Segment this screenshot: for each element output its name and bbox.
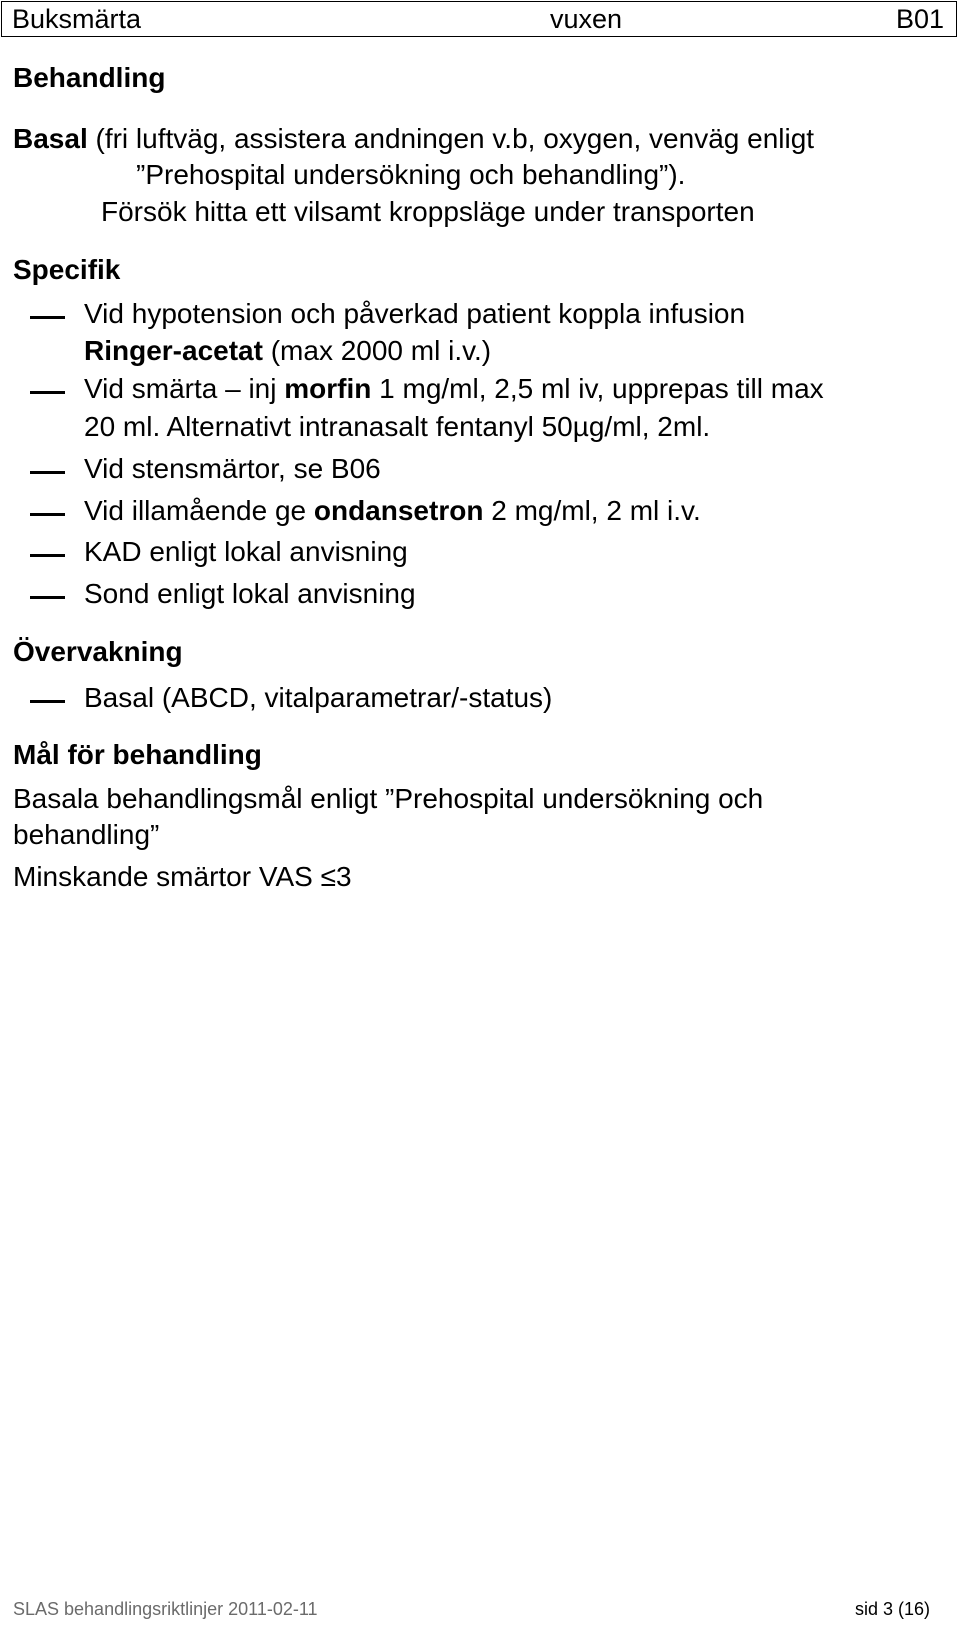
section-heading-overvakning: Övervakning <box>13 636 183 667</box>
list-dash <box>30 471 65 474</box>
list-dash <box>30 391 65 394</box>
basal-label: Basal <box>13 123 88 154</box>
specifik-item-2-line-1: Vid smärta – inj morfin 1 mg/ml, 2,5 ml iv, upprepas till max <box>84 373 824 404</box>
drug-morfin: morfin <box>284 373 372 404</box>
specifik-item-5: KAD enligt lokal anvisning <box>84 536 408 567</box>
list-dash <box>30 700 65 703</box>
section-heading-behandling: Behandling <box>13 62 166 93</box>
basal-text: (fri luftväg, assistera andningen v.b, oxygen, venväg enligt <box>87 123 815 154</box>
header-group: vuxen <box>550 4 623 34</box>
footer-page-number: sid 3 (16) <box>854 1599 930 1619</box>
specifik-item-1-line-2: Ringer-acetat (max 2000 ml i.v.) <box>84 335 492 366</box>
header-title: Buksmärta <box>12 4 142 34</box>
specifik-item-3: Vid stensmärtor, se B06 <box>84 453 381 484</box>
footer-source: SLAS behandlingsriktlinjer 2011-02-11 <box>13 1599 318 1619</box>
mal-line-1: Basala behandlingsmål enligt ”Prehospital undersökning och <box>13 783 764 814</box>
drug-ringer-acetat: Ringer-acetat <box>84 335 263 366</box>
specifik-item-6: Sond enligt lokal anvisning <box>84 578 416 609</box>
basal-line-3: Försök hitta ett vilsamt kroppsläge under transporten <box>101 196 755 227</box>
overvakning-item-1: Basal (ABCD, vitalparametrar/-status) <box>84 682 553 713</box>
specifik-item-2-line-2: 20 ml. Alternativt intranasalt fentanyl 50µg/ml, 2ml. <box>84 411 711 442</box>
list-dash <box>30 596 65 599</box>
basal-line-2: ”Prehospital undersökning och behandling”). <box>136 159 686 190</box>
mal-line-3: Minskande smärtor VAS ≤3 <box>13 861 352 892</box>
drug-ondansetron: ondansetron <box>313 495 484 526</box>
specifik-item-1-line-1: Vid hypotension och påverkad patient koppla infusion <box>84 298 746 329</box>
mal-line-2: behandling” <box>13 819 160 850</box>
list-dash <box>30 316 65 319</box>
section-heading-specifik: Specifik <box>13 254 121 285</box>
document-header <box>1 1 957 37</box>
section-heading-mal: Mål för behandling <box>13 739 262 770</box>
header-code: B01 <box>895 4 944 34</box>
list-dash <box>30 513 65 516</box>
list-dash <box>30 554 65 557</box>
specifik-item-4: Vid illamående ge ondansetron 2 mg/ml, 2 ml i.v. <box>84 495 701 526</box>
basal-line-1 <box>13 121 814 157</box>
